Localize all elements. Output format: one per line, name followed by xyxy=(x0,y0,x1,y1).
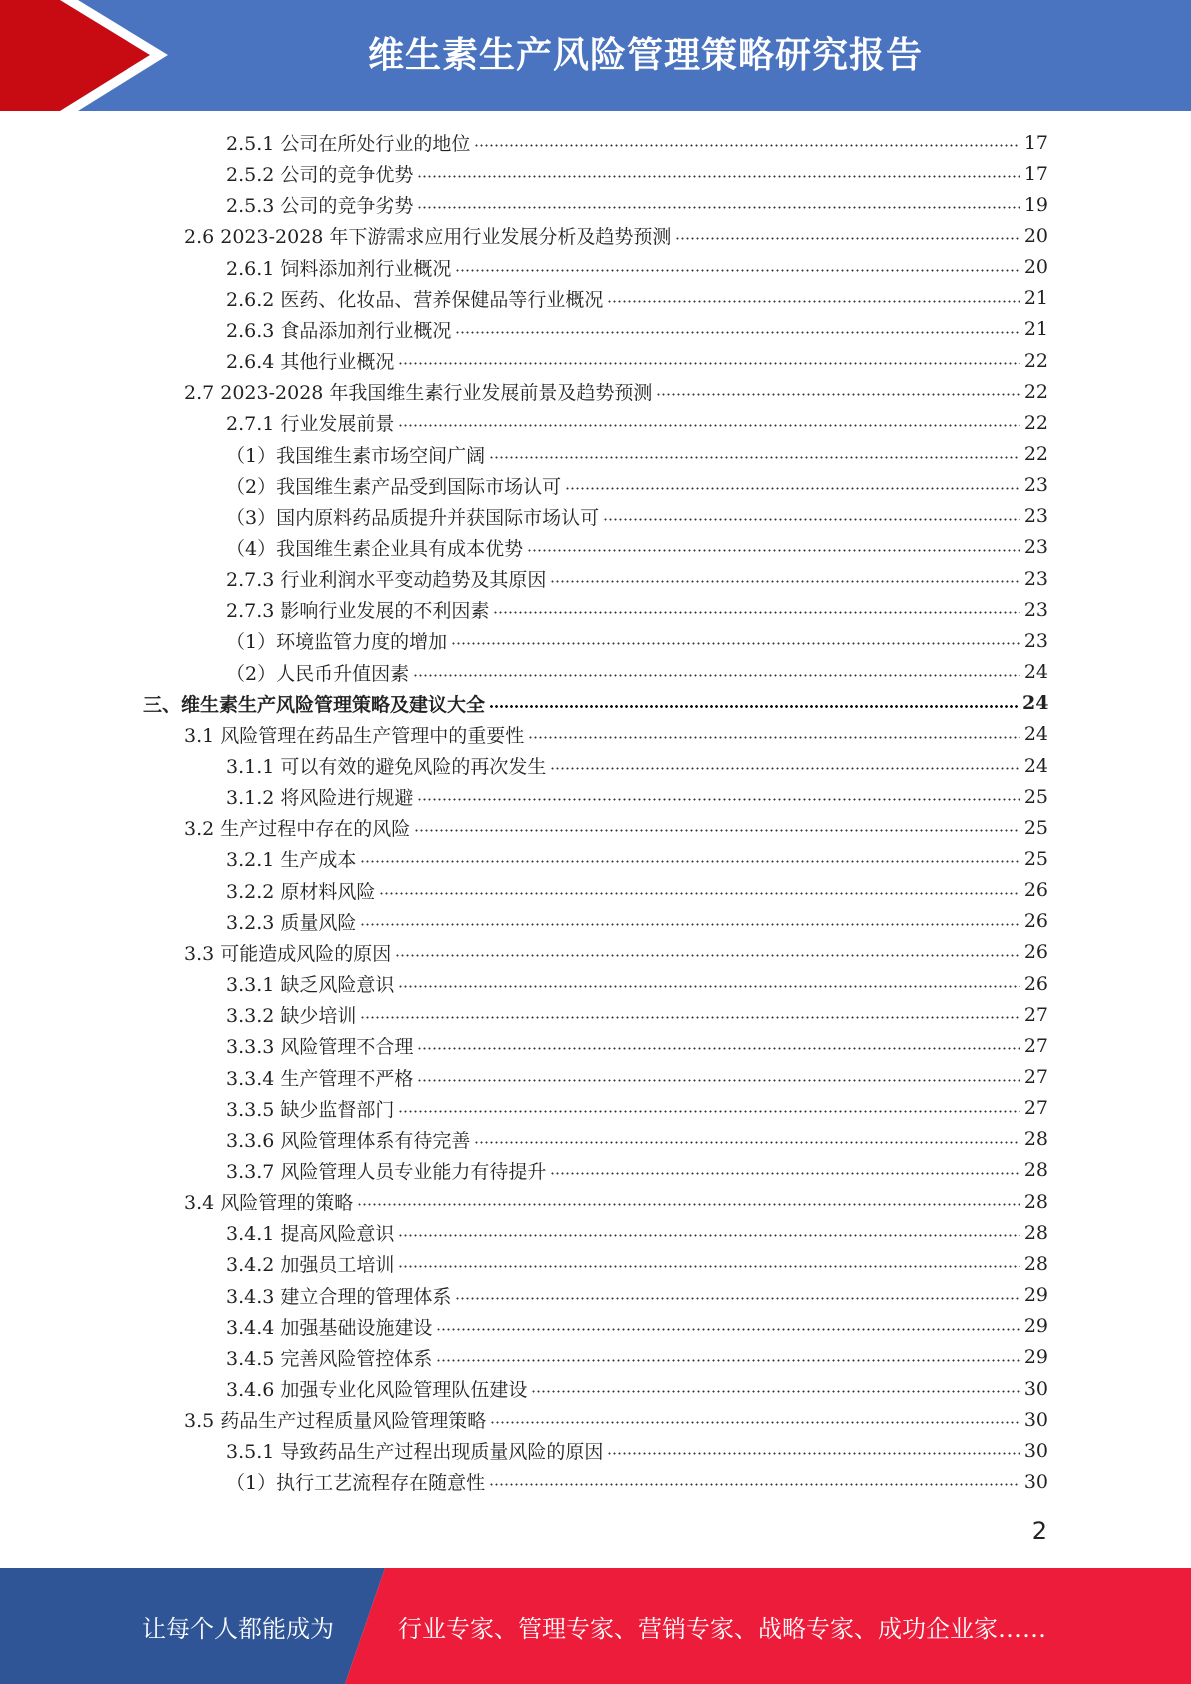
toc-entry[interactable] xyxy=(0,1030,1191,1061)
toc-entry[interactable] xyxy=(0,158,1191,189)
toc-entry[interactable] xyxy=(0,1248,1191,1279)
toc-entry-title: 3.2 生产过程中存在的风险 xyxy=(184,818,411,841)
toc-entry-page: 17 xyxy=(1023,131,1048,154)
toc-entry-title: 3.4.6 加强专业化风险管理队伍建设 xyxy=(226,1379,528,1401)
toc-entry[interactable] xyxy=(0,1342,1191,1373)
toc-entry[interactable] xyxy=(0,532,1191,563)
toc-entry-page: 29 xyxy=(1023,1284,1048,1307)
toc-entry-title: 2.6.3 食品添加剂行业概况 xyxy=(226,319,452,342)
toc-entry-title: （1）执行工艺流程存在随意性 xyxy=(226,1472,486,1495)
toc-dot-leader xyxy=(360,913,1020,929)
toc-entry-page: 23 xyxy=(1023,598,1048,621)
toc-entry-page: 30 xyxy=(1023,1408,1048,1431)
toc-entry-title: 3.4 风险管理的策略 xyxy=(184,1192,354,1215)
toc-entry-page: 25 xyxy=(1023,816,1048,839)
toc-entry-title: 3.2.3 质量风险 xyxy=(226,911,357,934)
toc-entry-page: 28 xyxy=(1023,1252,1048,1275)
toc-entry[interactable] xyxy=(0,999,1191,1030)
toc-entry-page: 26 xyxy=(1023,910,1048,933)
toc-entry-title: 2.6 2023-2028 年下游需求应用行业发展分析及趋势预测 xyxy=(184,226,672,249)
toc-entry-title: 2.5.1 公司在所处行业的地位 xyxy=(226,133,471,155)
toc-entry[interactable] xyxy=(0,252,1191,283)
toc-entry-page: 24 xyxy=(1022,692,1049,715)
toc-entry-title: 2.5.3 公司的竞争劣势 xyxy=(226,195,414,218)
toc-entry-title: （1）我国维生素市场空间广阔 xyxy=(226,444,486,467)
footer-slogan-left: 让每个人都能成为 xyxy=(142,1614,334,1643)
toc-dot-leader xyxy=(607,1442,1020,1458)
toc-dot-leader xyxy=(490,1411,1020,1427)
toc-entry-title: 三、维生素生产风险管理策略及建议大全 xyxy=(143,693,486,716)
toc-entry[interactable] xyxy=(0,1404,1191,1435)
toc-entry[interactable] xyxy=(0,501,1191,532)
toc-dot-leader xyxy=(417,1037,1020,1053)
toc-dot-leader xyxy=(436,1349,1020,1365)
toc-entry[interactable] xyxy=(0,439,1191,470)
toc-entry-title: 3.3.7 风险管理人员专业能力有待提升 xyxy=(226,1160,547,1183)
toc-entry-title: （2）我国维生素产品受到国际市场认可 xyxy=(226,475,562,498)
toc-entry-title: 2.7.3 影响行业发展的不利因素 xyxy=(226,600,490,623)
toc-entry-title: （1）环境监管力度的增加 xyxy=(226,631,448,654)
toc-entry-page: 19 xyxy=(1023,193,1048,216)
toc-entry-page: 23 xyxy=(1023,536,1048,559)
toc-dot-leader xyxy=(455,321,1020,337)
toc-dot-leader xyxy=(527,539,1020,555)
toc-entry[interactable] xyxy=(0,750,1191,781)
toc-entry-title: 3.4.4 加强基础设施建设 xyxy=(226,1316,433,1339)
toc-entry-page: 21 xyxy=(1023,287,1048,310)
toc-entry-page: 23 xyxy=(1023,629,1048,652)
toc-entry-title: 3.1.2 将风险进行规避 xyxy=(226,787,414,810)
toc-entry-page: 28 xyxy=(1023,1159,1048,1182)
toc-dot-leader xyxy=(436,1318,1020,1334)
toc-entry[interactable] xyxy=(0,189,1191,220)
toc-dot-leader xyxy=(493,601,1020,617)
toc-entry-title: 3.1.1 可以有效的避免风险的再次发生 xyxy=(226,756,547,778)
toc-dot-leader xyxy=(357,1193,1020,1209)
toc-entry[interactable] xyxy=(0,1280,1191,1311)
toc-dot-leader xyxy=(607,290,1020,306)
toc-dot-leader xyxy=(398,1255,1020,1271)
toc-entry-title: 3.4.5 完善风险管控体系 xyxy=(226,1347,433,1370)
toc-entry-title: 2.6.2 医药、化妆品、营养保健品等行业概况 xyxy=(226,288,604,311)
toc-entry-page: 21 xyxy=(1023,318,1048,341)
toc-entry-page: 28 xyxy=(1023,1190,1048,1213)
toc-dot-leader xyxy=(550,757,1020,773)
toc-dot-leader xyxy=(451,632,1020,648)
toc-entry[interactable] xyxy=(0,1466,1191,1497)
toc-entry[interactable] xyxy=(0,1062,1191,1093)
toc-dot-leader xyxy=(656,383,1020,399)
toc-entry-page: 26 xyxy=(1023,972,1048,995)
toc-entry-title: （2）人民币升值因素 xyxy=(226,662,410,685)
toc-dot-leader xyxy=(603,508,1020,524)
toc-entry[interactable] xyxy=(0,1093,1191,1124)
toc-dot-leader xyxy=(489,1473,1020,1489)
toc-entry-page: 27 xyxy=(1023,1034,1048,1057)
toc-entry[interactable] xyxy=(0,1155,1191,1186)
toc-entry[interactable] xyxy=(0,843,1191,874)
toc-entry-page: 17 xyxy=(1023,162,1048,185)
toc-entry-title: 3.3.1 缺乏风险意识 xyxy=(226,974,395,997)
toc-entry[interactable] xyxy=(0,937,1191,968)
toc-entry-page: 23 xyxy=(1023,474,1048,497)
toc-entry-page: 20 xyxy=(1023,256,1048,279)
toc-entry[interactable] xyxy=(0,1186,1191,1217)
toc-entry-page: 28 xyxy=(1023,1221,1048,1244)
toc-entry-page: 20 xyxy=(1023,224,1048,247)
toc-entry-title: 2.7.3 行业利润水平变动趋势及其原因 xyxy=(226,569,547,592)
toc-entry[interactable] xyxy=(0,127,1191,158)
toc-dot-leader xyxy=(528,726,1020,742)
toc-entry-page: 30 xyxy=(1023,1439,1048,1462)
toc-entry-title: 3.5 药品生产过程质量风险管理策略 xyxy=(184,1410,487,1433)
toc-entry[interactable] xyxy=(0,594,1191,625)
toc-entry[interactable] xyxy=(0,781,1191,812)
toc-dot-leader xyxy=(413,664,1020,680)
toc-entry[interactable] xyxy=(0,1373,1191,1404)
toc-entry-title: 2.7 2023-2028 年我国维生素行业发展前景及趋势预测 xyxy=(184,382,653,405)
toc-entry-page: 24 xyxy=(1023,754,1048,777)
toc-entry[interactable] xyxy=(0,314,1191,345)
toc-entry[interactable] xyxy=(0,376,1191,407)
toc-entry[interactable] xyxy=(0,470,1191,501)
toc-dot-leader xyxy=(398,1100,1020,1116)
toc-entry[interactable] xyxy=(0,407,1191,438)
toc-entry-page: 26 xyxy=(1023,879,1048,902)
toc-dot-leader xyxy=(675,227,1020,243)
toc-dot-leader xyxy=(565,477,1020,493)
toc-entry-title: 3.3 可能造成风险的原因 xyxy=(184,942,392,965)
toc-dot-leader xyxy=(360,1006,1020,1022)
toc-entry-page: 29 xyxy=(1023,1346,1048,1369)
toc-entry[interactable] xyxy=(0,657,1191,688)
toc-dot-leader xyxy=(417,165,1020,181)
toc-entry-title: 2.7.1 行业发展前景 xyxy=(226,413,395,436)
toc-entry-page: 22 xyxy=(1023,380,1048,403)
toc-dot-leader xyxy=(360,850,1020,866)
toc-dot-leader xyxy=(550,1162,1020,1178)
toc-entry-title: 3.2.2 原材料风险 xyxy=(226,880,376,903)
toc-dot-leader xyxy=(474,134,1020,150)
toc-entry-title: 3.4.2 加强员工培训 xyxy=(226,1254,395,1277)
toc-entry-title: 3.4.1 提高风险意识 xyxy=(226,1223,395,1246)
page-footer xyxy=(0,1568,1191,1684)
toc-dot-leader xyxy=(455,259,1020,275)
toc-entry-page: 29 xyxy=(1023,1315,1048,1338)
toc-entry[interactable] xyxy=(0,220,1191,251)
toc-dot-leader xyxy=(417,196,1020,212)
toc-dot-leader xyxy=(550,570,1020,586)
toc-entry-page: 22 xyxy=(1023,349,1048,372)
toc-entry[interactable] xyxy=(0,283,1191,314)
toc-entry[interactable] xyxy=(0,1311,1191,1342)
toc-entry-page: 25 xyxy=(1023,847,1048,870)
toc-entry-page: 26 xyxy=(1023,941,1048,964)
toc-entry-page: 22 xyxy=(1023,443,1048,465)
document-title: 维生素生产风险管理策略研究报告 xyxy=(367,34,923,76)
toc-entry-title: 3.3.2 缺少培训 xyxy=(226,1005,357,1028)
toc-dot-leader xyxy=(489,446,1020,462)
toc-dot-leader xyxy=(417,788,1020,804)
toc-dot-leader xyxy=(417,1069,1020,1085)
toc-entry-title: 2.6.4 其他行业概况 xyxy=(226,351,395,374)
toc-entry[interactable] xyxy=(0,719,1191,750)
toc-entry[interactable] xyxy=(0,875,1191,906)
toc-entry[interactable] xyxy=(0,1217,1191,1248)
toc-entry-page: 27 xyxy=(1023,1066,1048,1088)
toc-entry[interactable] xyxy=(0,968,1191,999)
toc-dot-leader xyxy=(489,695,1020,711)
toc-entry-title: 3.3.6 风险管理体系有待完善 xyxy=(226,1129,471,1152)
toc-entry-page: 27 xyxy=(1023,1003,1048,1026)
toc-entry-title: 3.2.1 生产成本 xyxy=(226,849,357,872)
toc-dot-leader xyxy=(414,819,1020,835)
toc-entry-page: 22 xyxy=(1023,411,1048,434)
toc-entry-title: 3.3.5 缺少监督部门 xyxy=(226,1098,395,1121)
toc-entry-page: 30 xyxy=(1023,1377,1048,1400)
toc-entry[interactable] xyxy=(0,625,1191,656)
toc-entry-title: （4）我国维生素企业具有成本优势 xyxy=(226,537,524,560)
toc-dot-leader xyxy=(395,944,1020,960)
toc-dot-leader xyxy=(398,352,1020,368)
toc-entry-title: 2.5.2 公司的竞争优势 xyxy=(226,164,414,187)
toc-entry-page: 27 xyxy=(1023,1097,1048,1120)
toc-entry-title: 3.3.3 风险管理不合理 xyxy=(226,1036,414,1059)
toc-entry[interactable] xyxy=(0,1435,1191,1466)
toc-dot-leader xyxy=(398,414,1020,430)
toc-entry[interactable] xyxy=(0,1124,1191,1155)
toc-entry[interactable] xyxy=(0,345,1191,376)
toc-entry-title: 3.3.4 生产管理不严格 xyxy=(226,1067,414,1090)
toc-entry-page: 25 xyxy=(1023,785,1048,808)
toc-entry-title: 3.4.3 建立合理的管理体系 xyxy=(226,1285,452,1308)
toc-entry-page: 24 xyxy=(1023,661,1048,684)
toc-entry-page: 24 xyxy=(1023,723,1048,746)
toc-entry-title: 2.6.1 饲料添加剂行业概况 xyxy=(226,257,452,280)
toc-entry-title: 3.5.1 导致药品生产过程出现质量风险的原因 xyxy=(226,1441,604,1464)
toc-dot-leader xyxy=(455,1287,1020,1303)
toc-entry-page: 28 xyxy=(1023,1128,1048,1151)
toc-entry[interactable] xyxy=(0,563,1191,594)
toc-dot-leader xyxy=(474,1131,1020,1147)
toc-entry-page: 30 xyxy=(1023,1470,1048,1493)
toc-entry-page: 23 xyxy=(1023,567,1048,590)
page-number: 2 xyxy=(1031,1517,1047,1545)
toc-entry[interactable] xyxy=(0,812,1191,843)
toc-dot-leader xyxy=(379,882,1020,898)
toc-entry-title: （3）国内原料药品质提升并获国际市场认可 xyxy=(226,506,600,529)
toc-entry-title: 3.1 风险管理在药品生产管理中的重要性 xyxy=(184,724,525,747)
footer-slogan-right: 行业专家、管理专家、营销专家、战略专家、成功企业家…… xyxy=(398,1614,1046,1643)
toc-entry[interactable] xyxy=(0,688,1191,719)
page-header xyxy=(0,0,1191,111)
toc-dot-leader xyxy=(398,975,1020,991)
toc-dot-leader xyxy=(398,1224,1020,1240)
toc-entry[interactable] xyxy=(0,906,1191,937)
toc-entry-page: 23 xyxy=(1023,505,1048,528)
toc-dot-leader xyxy=(531,1380,1020,1396)
